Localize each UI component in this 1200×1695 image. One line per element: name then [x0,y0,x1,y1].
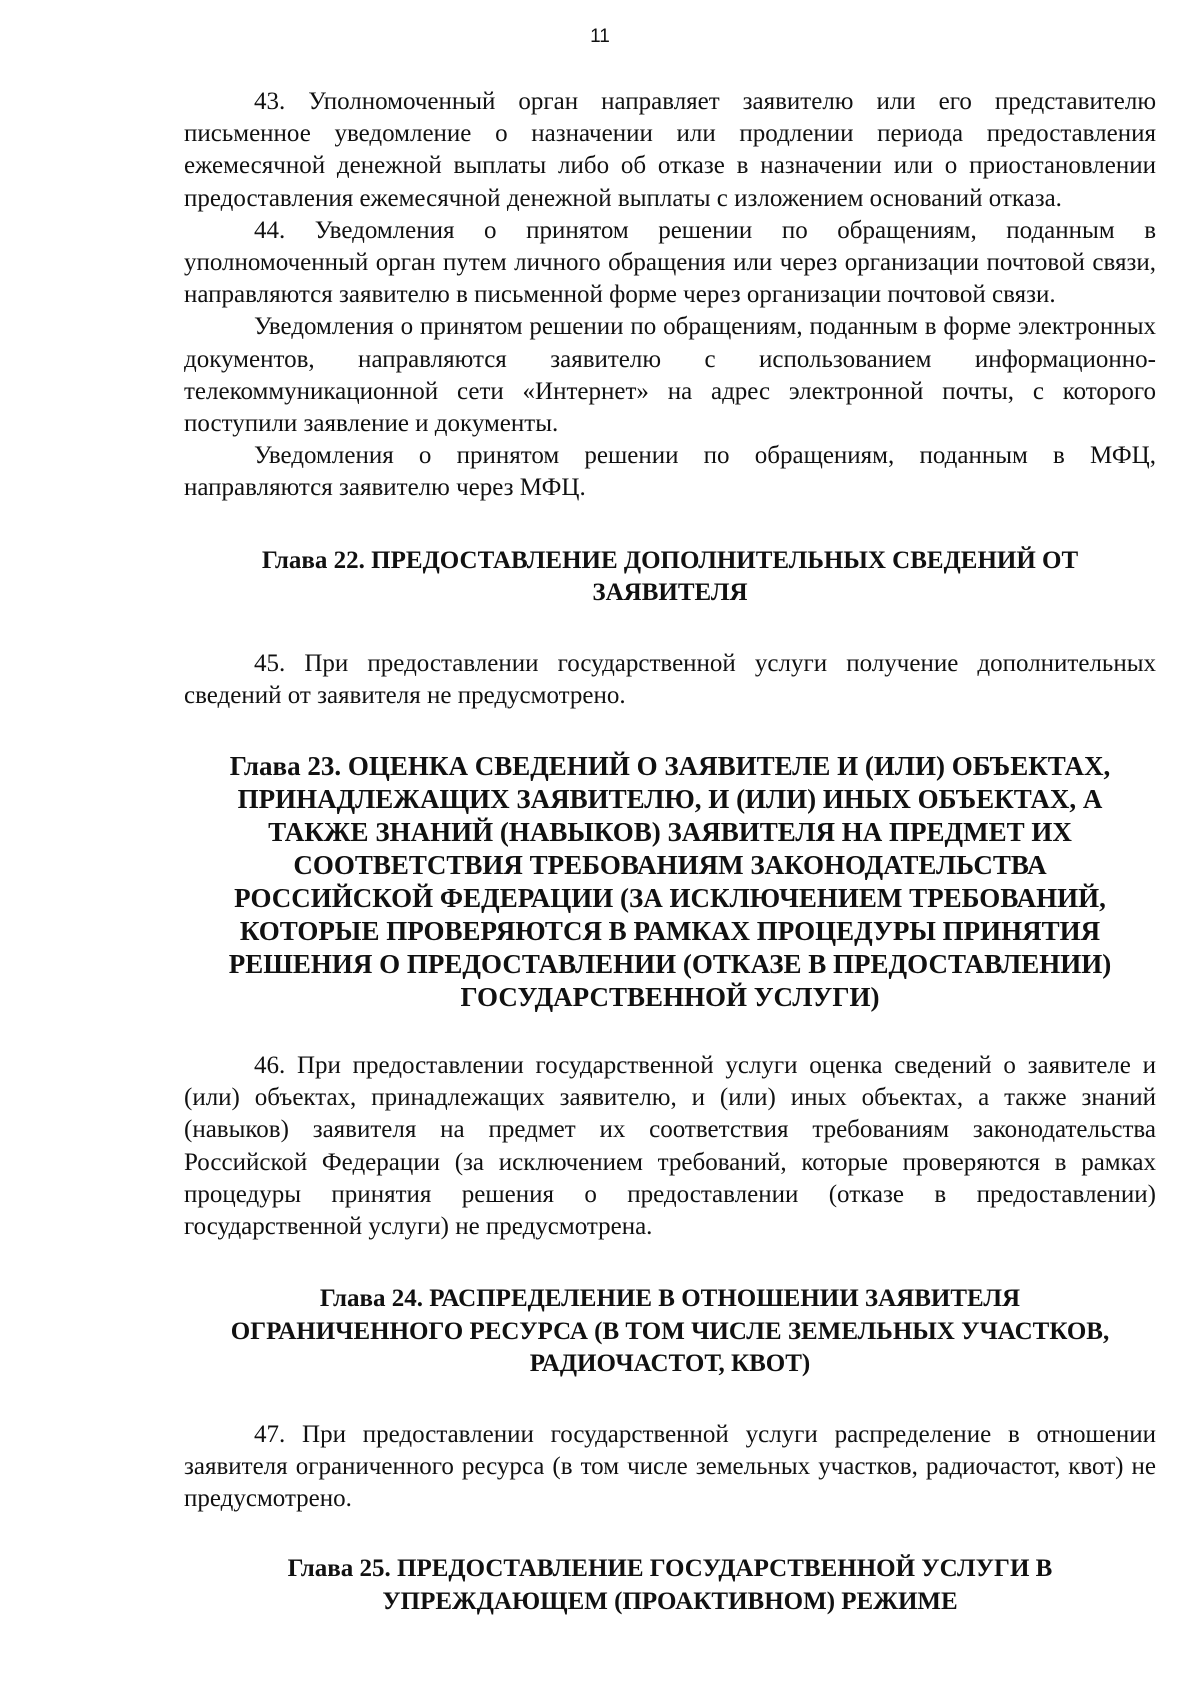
paragraph-44-electronic: Уведомления о принятом решении по обращениям, поданным в форме электронных документов, направляются заявителю с использованием информационно-телекоммуникационной сети «Интернет» на адрес электронной почты, с которого поступили заявление и документы. [184,313,1156,438]
paragraph-44-mfc: Уведомления о принятом решении по обращениям, поданным в МФЦ, направляются заявителю через МФЦ. [184,442,1156,502]
chapter-24-heading: Глава 24. РАСПРЕДЕЛЕНИЕ В ОТНОШЕНИИ ЗАЯВИТЕЛЯ ОГРАНИЧЕННОГО РЕСУРСА (В ТОМ ЧИСЛЕ ЗЕМЕЛЬНЫХ УЧАСТКОВ, РАДИОЧАСТОТ, КВОТ) [230,1285,1110,1378]
page-number: 11 [590,26,610,47]
paragraph-47: 47. При предоставлении государственной услуги распределение в отношении заявителя ограниченного ресурса (в том числе земельных участков, радиочастот, квот) не предусмотрено. [184,1420,1156,1513]
chapter-23-heading: Глава 23. ОЦЕНКА СВЕДЕНИЙ О ЗАЯВИТЕЛЕ И (ИЛИ) ОБЪЕКТАХ, ПРИНАДЛЕЖАЩИХ ЗАЯВИТЕЛЮ, И (ИЛИ) ИНЫХ ОБЪЕКТАХ, А ТАКЖЕ ЗНАНИЙ (НАВЫКОВ) ЗАЯВИТЕЛЯ НА ПРЕДМЕТ ИХ СООТВЕТСТВИЯ ТРЕБОВАНИЯМ ЗАКОНОДАТЕЛЬСТВА РОССИЙСКОЙ ФЕДЕРАЦИИ (ЗА ИСКЛЮЧЕНИЕМ ТРЕБОВАНИЙ, КОТОРЫЕ ПРОВЕРЯЮТСЯ В РАМКАХ ПРОЦЕДУРЫ ПРИНЯТИЯ РЕШЕНИЯ О ПРЕДОСТАВЛЕНИИ (ОТКАЗЕ В ПРЕДОСТАВЛЕНИИ) ГОСУДАРСТВЕННОЙ УСЛУГИ) [228,751,1112,1013]
paragraph-44: 44. Уведомления о принятом решении по обращениям, поданным в уполномоченный орган путем личного обращения или через организации почтовой связи, направляются заявителю в письменной форме через организации почтовой связи. [184,216,1156,309]
paragraph-45: 45. При предоставлении государственной услуги получение дополнительных сведений от заявителя не предусмотрено. [184,649,1156,709]
paragraph-43: 43. Уполномоченный орган направляет заявителю или его представителю письменное уведомление о назначении или продлении периода предоставления ежемесячной денежной выплаты либо об отказе в назначении или о приостановлении предоставления ежемесячной денежной выплаты с изложением оснований отказа. [184,88,1156,212]
paragraph-46: 46. При предоставлении государственной услуги оценка сведений о заявителе и (или) объектах, принадлежащих заявителю, и (или) иных объектах, а также знаний (навыков) заявителя на предмет их соответствия требованиям законодательства Российской Федерации (за исключением требований, которые проверяются в рамках процедуры принятия решения о предоставлении (отказе в предоставлении) государственной услуги) не предусмотрена. [184,1052,1156,1241]
document-body [184,86,1156,1618]
chapter-22-heading: Глава 22. ПРЕДОСТАВЛЕНИЕ ДОПОЛНИТЕЛЬНЫХ СВЕДЕНИЙ ОТ ЗАЯВИТЕЛЯ [261,546,1079,607]
chapter-25-heading: Глава 25. ПРЕДОСТАВЛЕНИЕ ГОСУДАРСТВЕННОЙ УСЛУГИ В УПРЕЖДАЮЩЕМ (ПРОАКТИВНОМ) РЕЖИМЕ [287,1555,1053,1615]
